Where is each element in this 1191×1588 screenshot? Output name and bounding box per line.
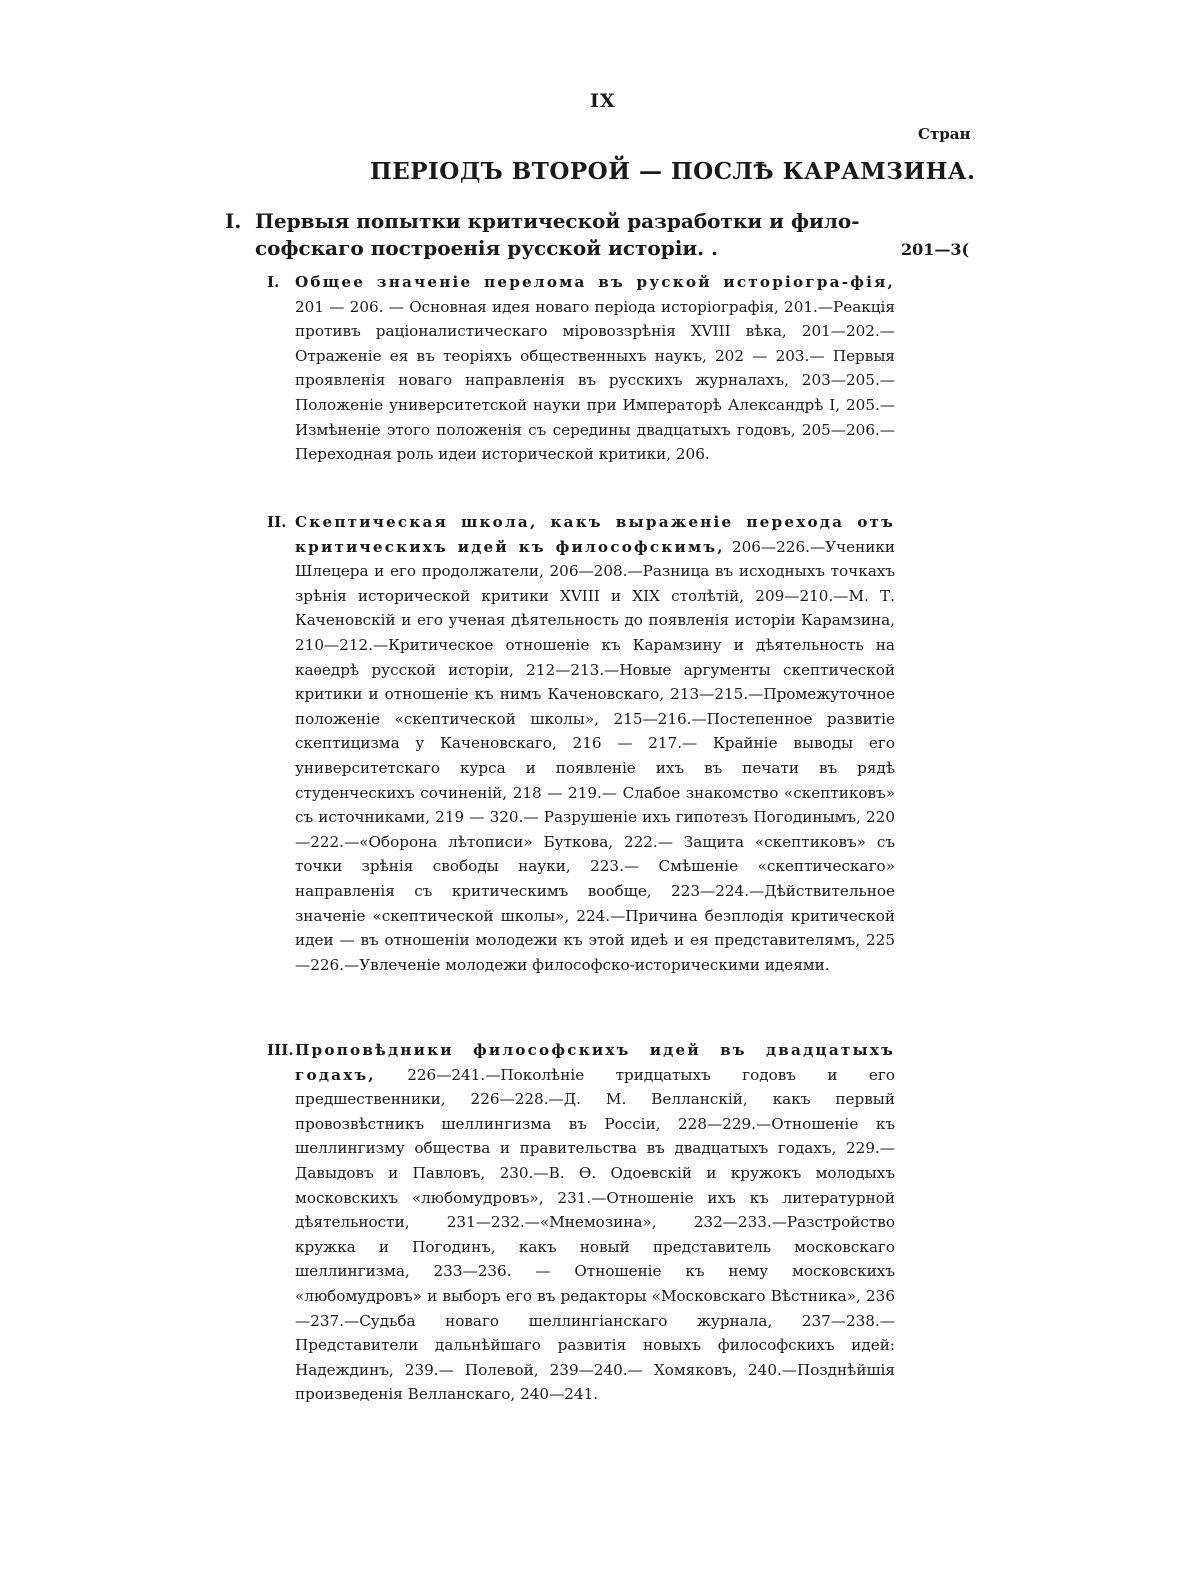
section-heading: Общее значеніе перелома въ руской исторіогра-фія, (295, 273, 895, 291)
column-header: Стран (918, 125, 971, 143)
section-heading: Скептическая школа, какъ выраженіе перехода отъ критическихъ идей къ философскимъ, (295, 513, 895, 556)
page-number: IX (590, 90, 616, 112)
section-text (295, 270, 895, 467)
section-1 (267, 270, 895, 467)
section-text (295, 510, 895, 977)
section-number: III. (267, 1041, 294, 1059)
chapter-pages: 201—3( (901, 240, 970, 259)
chapter-number: I. (225, 209, 242, 233)
section-body: 206—226.—Ученики Шлецера и его продолжатели, 206—208.—Разница въ исходныхъ точкахъ зрѣнія исторической критики XVIII и XIX столѣтій, 209—210.—М. Т. Каченовскій и его ученая дѣятельность до появленія исторіи Карамзина, 210—212.—Критическое отношеніе къ Карамзину и дѣятельность на каѳедрѣ русской исторіи, 212—213.—Новые аргументы скептической критики и отношеніе къ нимъ Каченовскаго, 213—215.—Промежуточное положеніе «скептической школы», 215—216.—Постепенное развитіе скептицизма у Каченовскаго, 216 — 217.— Крайніе выводы его университетскаго курса и появленіе ихъ въ печати въ рядѣ студенческихъ сочиненій, 218 — 219.— Слабое знакомство «скептиковъ» съ источниками, 219 — 320.— Разрушеніе ихъ гипотезъ Погодинымъ, 220—222.—«Оборона лѣтописи» Буткова, 222.— Защита «скептиковъ» съ точки зрѣнія свободы науки, 223.— Смѣшеніе «скептическаго» направленія съ критическимъ вообще, 223—224.—Дѣйствительное значеніе «скептической школы», 224.—Причина безплодія критической идеи — въ отношеніи молодежи къ этой идеѣ и ея представителямъ, 225—226.—Увлеченіе молодежи философско-историческими идеями. (295, 537, 895, 974)
period-title: ПЕРІОДЪ ВТОРОЙ — ПОСЛѢ КАРАМЗИНА. (370, 158, 976, 185)
chapter-title-line-2: софскаго построенія русской исторіи. . (255, 236, 719, 260)
section-body: 201 — 206. — Основная идея новаго періода исторіографія, 201.—Реакція противъ раціоналистическаго міровоззрѣнія XVIII вѣка, 201—202.—Отраженіе ея въ теоріяхъ общественныхъ наукъ, 202 — 203.— Первыя проявленія новаго направленія въ русскихъ журналахъ, 203—205.—Положеніе университетской науки при Императорѣ Александрѣ I, 205.— Измѣненіе этого положенія съ середины двадцатыхъ годовъ, 205—206.—Переходная роль идеи исторической критики, 206. (295, 297, 895, 464)
section-body: 226—241.—Поколѣніе тридцатыхъ годовъ и его предшественники, 226—228.—Д. М. Велланскій, какъ первый провозвѣстникъ шеллингизма въ Россіи, 228—229.—Отношеніе къ шеллингизму общества и правительства въ двадцатыхъ годахъ, 229.— Давыдовъ и Павловъ, 230.—В. Ѳ. Одоевскій и кружокъ молодыхъ московскихъ «любомудровъ», 231.—Отношеніе ихъ къ литературной дѣятельности, 231—232.—«Мнемозина», 232—233.—Разстройство кружка и Погодинъ, какъ новый представитель московскаго шеллингизма, 233—236. — Отношеніе къ нему московскихъ «любомудровъ» и выборъ его въ редакторы «Московскаго Вѣстника», 236—237.—Судьба новаго шеллингіанскаго журнала, 237—238.—Представители дальнѣйшаго развитія новыхъ философскихъ идей: Надеждинъ, 239.— Полевой, 239—240.— Хомяковъ, 240.—Позднѣйшія произведенія Велланскаго, 240—241. (295, 1065, 895, 1404)
section-number: II. (267, 513, 287, 531)
chapter-heading (225, 208, 970, 262)
section-text (295, 1038, 895, 1407)
section-3 (267, 1038, 895, 1407)
section-2 (267, 510, 895, 977)
section-number: I. (267, 273, 280, 291)
section-heading: Проповѣдники философскихъ идей въ двадцатыхъ годахъ, (295, 1041, 895, 1084)
chapter-title-line-1: Первыя попытки критической разработки и фило- (255, 209, 860, 233)
